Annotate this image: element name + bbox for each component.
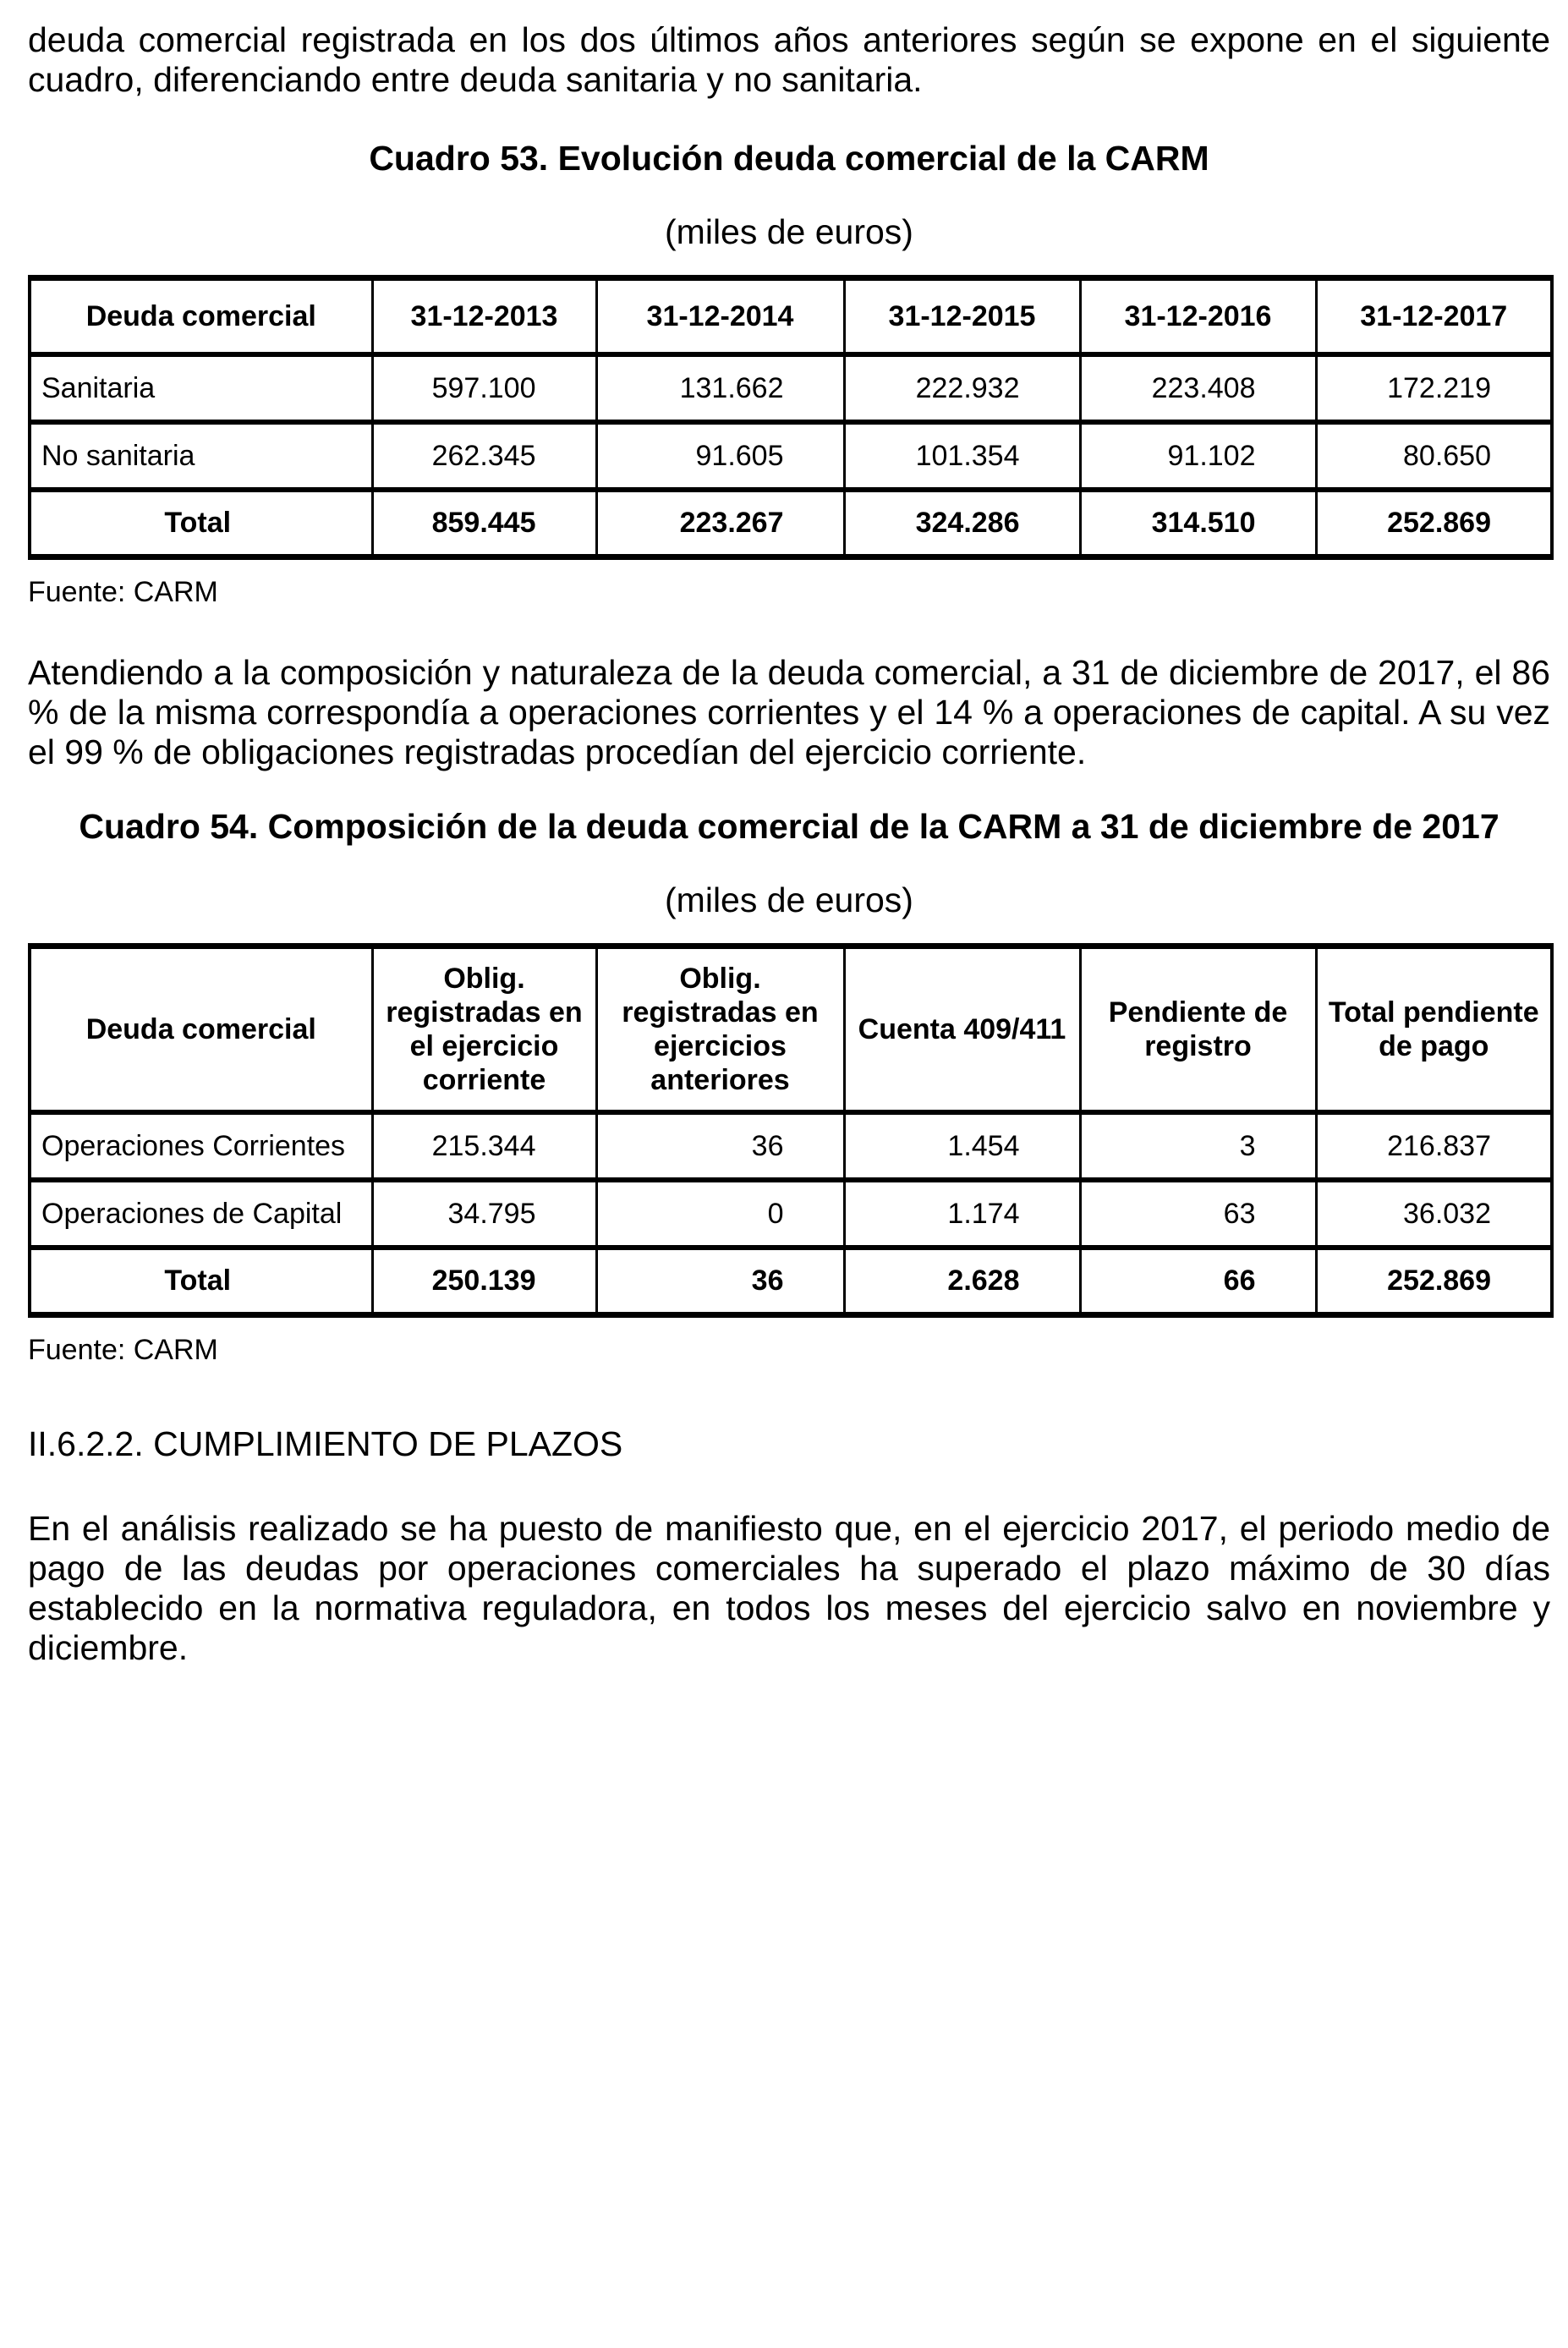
numeric-cell: 66 <box>1080 1248 1316 1315</box>
intro-paragraph: deuda comercial registrada en los dos últimos años anteriores según se expone en el siguiente cuadro, diferenciando entre deuda sanitaria y no sanitaria. <box>28 20 1550 99</box>
numeric-cell: 262.345 <box>372 422 596 490</box>
table-row <box>30 1112 1552 1180</box>
numeric-cell: 215.344 <box>372 1112 596 1180</box>
numeric-cell: 101.354 <box>844 422 1080 490</box>
numeric-cell: 250.139 <box>372 1248 596 1315</box>
source-note: Fuente: CARM <box>28 1334 218 1366</box>
column-header: 31-12-2017 <box>1316 278 1552 354</box>
numeric-cell: 324.286 <box>844 490 1080 557</box>
column-header: Cuenta 409/411 <box>844 946 1080 1112</box>
column-header: Pendiente de registro <box>1080 946 1316 1112</box>
numeric-cell: 3 <box>1080 1112 1316 1180</box>
numeric-cell: 597.100 <box>372 354 596 422</box>
cuadro54-table <box>28 943 1554 1318</box>
numeric-cell: 223.267 <box>596 490 844 557</box>
numeric-cell: 859.445 <box>372 490 596 557</box>
numeric-cell: 34.795 <box>372 1180 596 1248</box>
column-header: Oblig. registradas en el ejercicio corriente <box>372 946 596 1112</box>
numeric-cell: 91.605 <box>596 422 844 490</box>
compliance-paragraph: En el análisis realizado se ha puesto de manifiesto que, en el ejercicio 2017, el periodo medio de pago de las deudas por operaciones comerciales ha superado el plazo máximo de 30 días establecido en la normativa reguladora, en todos los meses del ejercicio salvo en noviembre y diciembre. <box>28 1509 1550 1667</box>
cuadro53-units-label: (miles de euros) <box>665 212 913 251</box>
numeric-cell: 131.662 <box>596 354 844 422</box>
cuadro53-table <box>28 275 1554 560</box>
column-header: 31-12-2013 <box>372 278 596 354</box>
composition-paragraph: Atendiendo a la composición y naturaleza de la deuda comercial, a 31 de diciembre de 2017, el 86 % de la misma correspondía a operaciones corrientes y el 14 % a operaciones de capital. A su vez el 99 % de obligaciones registradas procedían del ejercicio corriente. <box>28 653 1550 771</box>
column-header: 31-12-2014 <box>596 278 844 354</box>
numeric-cell: 1.174 <box>844 1180 1080 1248</box>
numeric-cell: 172.219 <box>1316 354 1552 422</box>
section-heading: II.6.2.2. CUMPLIMIENTO DE PLAZOS <box>28 1424 623 1463</box>
numeric-cell: 36 <box>596 1248 844 1315</box>
numeric-cell: 0 <box>596 1180 844 1248</box>
table-header-row <box>30 278 1552 354</box>
cuadro54-units-label: (miles de euros) <box>665 880 913 919</box>
numeric-cell: 91.102 <box>1080 422 1316 490</box>
numeric-cell: 252.869 <box>1316 1248 1552 1315</box>
table-row <box>30 422 1552 490</box>
numeric-cell: 252.869 <box>1316 490 1552 557</box>
table-total-row <box>30 490 1552 557</box>
source-note: Fuente: CARM <box>28 576 218 608</box>
row-label: Total <box>30 490 372 557</box>
numeric-cell: 223.408 <box>1080 354 1316 422</box>
numeric-cell: 1.454 <box>844 1112 1080 1180</box>
numeric-cell: 314.510 <box>1080 490 1316 557</box>
numeric-cell: 216.837 <box>1316 1112 1552 1180</box>
numeric-cell: 36.032 <box>1316 1180 1552 1248</box>
cuadro54-title: Cuadro 54. Composición de la deuda comercial de la CARM a 31 de diciembre de 2017 <box>79 807 1499 846</box>
numeric-cell: 222.932 <box>844 354 1080 422</box>
row-label: No sanitaria <box>30 422 372 490</box>
row-label: Sanitaria <box>30 354 372 422</box>
table-header-row <box>30 946 1552 1112</box>
table-total-row <box>30 1248 1552 1315</box>
row-label: Total <box>30 1248 372 1315</box>
row-label: Operaciones Corrientes <box>30 1112 372 1180</box>
numeric-cell: 36 <box>596 1112 844 1180</box>
column-header: Total pendiente de pago <box>1316 946 1552 1112</box>
column-header: Oblig. registradas en ejercicios anteriores <box>596 946 844 1112</box>
page-content <box>0 20 1568 1668</box>
column-header: Deuda comercial <box>30 278 372 354</box>
numeric-cell: 2.628 <box>844 1248 1080 1315</box>
table-row <box>30 354 1552 422</box>
row-label: Operaciones de Capital <box>30 1180 372 1248</box>
cuadro53-title: Cuadro 53. Evolución deuda comercial de la CARM <box>369 139 1209 178</box>
column-header: 31-12-2015 <box>844 278 1080 354</box>
column-header: 31-12-2016 <box>1080 278 1316 354</box>
column-header: Deuda comercial <box>30 946 372 1112</box>
table-row <box>30 1180 1552 1248</box>
numeric-cell: 63 <box>1080 1180 1316 1248</box>
numeric-cell: 80.650 <box>1316 422 1552 490</box>
